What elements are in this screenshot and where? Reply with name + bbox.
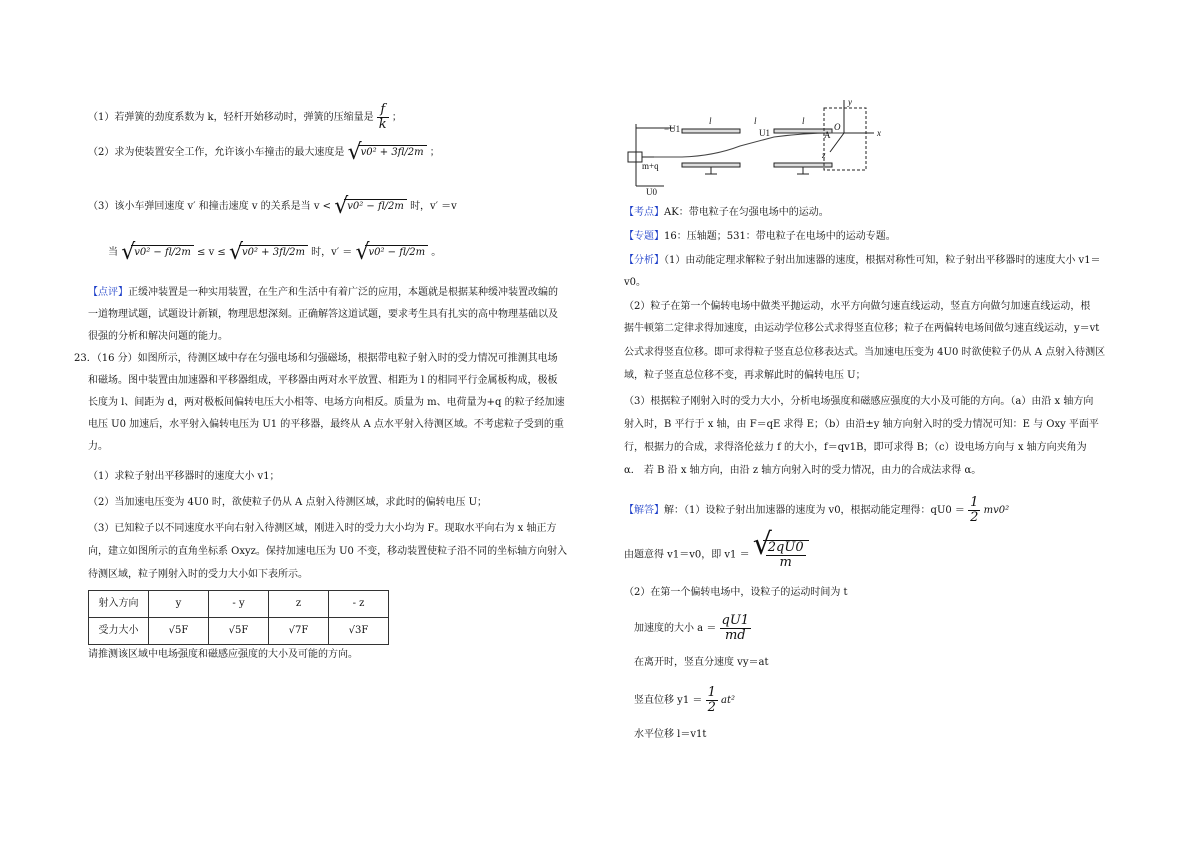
apparatus-figure: [624, 96, 894, 196]
fenxi-line-10: α． 若 B 沿 x 轴方向，由沿 z 轴方向射入时的受力情况，由力的合成法求得 α。: [624, 465, 982, 476]
jieda-line-1: 【解答】解：（1）设粒子射出加速器的速度为 v0，根据动能定理得：qU0 ＝ $\frac{1}{2}$ mv0²: [624, 495, 1010, 525]
fenxi-line-2: v0。: [624, 277, 647, 288]
force-table: [88, 590, 389, 645]
fraction-f-over-k: $\frac{f}{k}$: [378, 102, 387, 132]
figure-label: O: [834, 122, 841, 132]
subquestion-3-line-2: 向，建立如图所示的直角坐标系 Oxyz。保持加速电压为 U0 不变，移动装置使粒子沿不同的坐标轴方向射入: [88, 546, 568, 557]
figure-label: l: [754, 116, 757, 126]
jieda-line-6: 竖直位移 y1 ＝ $\frac{1}{2}$ at²: [634, 685, 736, 715]
sqrt-expression: √ v0² − fl/2m: [355, 245, 428, 260]
question-23-line-5: 力。: [88, 441, 108, 452]
answer-line-2: （2）求为使装置安全工作，允许该小车撞击的最大速度是 √ v0² + 3fl/2m ；: [88, 140, 440, 165]
sqrt-expression: √ v0² + 3fl/2m: [348, 145, 427, 160]
subquestion-1: （1）求粒子射出平移器时的速度大小 v1；: [88, 471, 280, 482]
fenxi-line-6: 域，粒子竖直总位移不变，再求解此时的偏转电压 U；: [624, 370, 866, 381]
jieda-line-4: 加速度的大小 a ＝ $\frac{qU1}{md}$: [634, 613, 750, 643]
fenxi-line-5: 公式求得竖直位移。即可求得粒子竖直总位移表达式。当加速电压变为 4U0 时欲使粒子仍从 A 点射入待测区: [624, 347, 1106, 358]
question-23-line-3: 长度为 l、间距为 d，两对极板间偏转电压大小相等、电场方向相反。质量为 m、电荷量为+q 的粒子经加速: [88, 397, 565, 408]
figure-label: y: [848, 97, 852, 107]
jieda-line-2: 由题意得 v1＝v0，即 v1 ＝ √ $\frac{2qU0}{m}$: [624, 540, 809, 570]
kaodian-line: 【考点】AK：带电粒子在匀强电场中的运动。: [624, 207, 829, 218]
fraction-one-half: $\frac{1}{2}$: [970, 495, 979, 525]
comment-line-3: 很强的分析和解决问题的能力。: [88, 331, 228, 342]
figure-label: m+q: [642, 161, 659, 171]
subquestion-3-line-1: （3）已知粒子以不同速度水平向右射入待测区域，刚进入时的受力大小均为 F。现取水平向右为 x 轴正方: [88, 523, 557, 534]
comment-line-1: 【点评】正缓冲装置是一种实用装置，在生产和生活中有着广泛的应用，本题就是根据某种缓冲装置改编的: [88, 287, 558, 298]
figure-label: U1: [759, 128, 770, 138]
fenxi-line-3: （2）粒子在第一个偏转电场中做类平抛运动，水平方向做匀速直线运动，竖直方向做匀加速直线运动，根: [624, 301, 1091, 312]
table-followup: 请推测该区域中电场强度和磁感应强度的大小及可能的方向。: [88, 649, 358, 660]
figure-label: x: [877, 128, 881, 138]
fenxi-line-4: 据牛顿第二定律求得加速度，由运动学位移公式求得竖直位移；粒子在两偏转电场间做匀速直线运动，y＝vt: [624, 323, 1100, 334]
sqrt-expression: √ v0² + 3fl/2m: [229, 245, 308, 260]
answer-line-3: （3）该小车弹回速度 v′ 和撞击速度 v 的关系是当 v < √ v0² − fl/2m 时，v′ ＝v: [88, 194, 457, 219]
jieda-line-3: （2）在第一个偏转电场中，设粒子的运动时间为 t: [624, 587, 848, 598]
sqrt-expression: √ $\frac{2qU0}{m}$: [753, 540, 809, 570]
table-row: 射入方向 y - y z - z: [89, 591, 389, 618]
subquestion-3-line-3: 待测区域，粒子刚射入时的受力大小如下表所示。: [88, 569, 308, 580]
figure-label: −U1: [664, 124, 681, 134]
figure-label: z: [822, 150, 826, 160]
comment-tag: 【点评】: [88, 287, 128, 298]
sqrt-expression: √ v0² − fl/2m: [334, 199, 407, 214]
question-23-line-2: 和磁场。图中装置由加速器和平移器组成，平移器由两对水平放置、相距为 l 的相同平行金属板构成，极板: [88, 375, 558, 386]
figure-label: l: [802, 116, 805, 126]
figure-label: U0: [646, 187, 657, 196]
question-23-line-4: 电压 U0 加速后，水平射入偏转电压为 U1 的平移器，最终从 A 点水平射入待测区域。不考虑粒子受到的重: [88, 419, 564, 430]
sqrt-expression: √ v0² − fl/2m: [121, 245, 194, 260]
answer-line-1: （1）若弹簧的劲度系数为 k，轻杆开始移动时，弹簧的压缩量是 $\frac{f}{k}$ ；: [88, 102, 402, 132]
table-row: 受力大小 √5F √5F √7F √3F: [89, 618, 389, 645]
fenxi-line-8: 射入时，B 平行于 x 轴，由 F＝qE 求得 E；（b）由沿±y 轴方向射入时的受力情况可知：E 与 Oxy 平面平: [624, 419, 1099, 430]
jieda-line-5: 在离开时，竖直分速度 vy＝at: [634, 657, 769, 668]
subquestion-2: （2）当加速电压变为 4U0 时，欲使粒子仍从 A 点射入待测区域，求此时的偏转电压 U；: [88, 497, 488, 508]
zhuanti-line: 【专题】16：压轴题；531：带电粒子在电场中的运动专题。: [624, 231, 896, 242]
answer-line-4: 当 √ v0² − fl/2m ≤ v ≤ √ v0² + 3fl/2m 时，v′ ＝ √ v0² − fl/2m 。: [108, 240, 442, 265]
question-23-line-1: 23．（16 分）如图所示，待测区域中存在匀强电场和匀强磁场，根据带电粒子射入时的受力情况可推测其电场: [74, 353, 558, 364]
fenxi-line-1: 【分析】（1）由动能定理求解粒子射出加速器的速度，根据对称性可知，粒子射出平移器时的速度大小 v1＝: [624, 255, 1101, 266]
figure-label: A: [824, 130, 831, 140]
figure-label: l: [709, 116, 712, 126]
comment-line-2: 一道物理试题，试题设计新颖，物理思想深刻。正确解答这道试题，要求考生具有扎实的高中物理基础以及: [88, 309, 558, 320]
jieda-line-7: 水平位移 l＝v1t: [634, 729, 707, 740]
fenxi-line-9: 行，根据力的合成，求得洛伦兹力 f 的大小，f＝qv1B，即可求得 B；（c）设电场方向与 x 轴方向夹角为: [624, 442, 1087, 453]
fenxi-line-7: （3）根据粒子刚射入时的受力大小，分析电场强度和磁感应强度的大小及可能的方向。（a）由沿 x 轴方向: [624, 396, 1094, 407]
